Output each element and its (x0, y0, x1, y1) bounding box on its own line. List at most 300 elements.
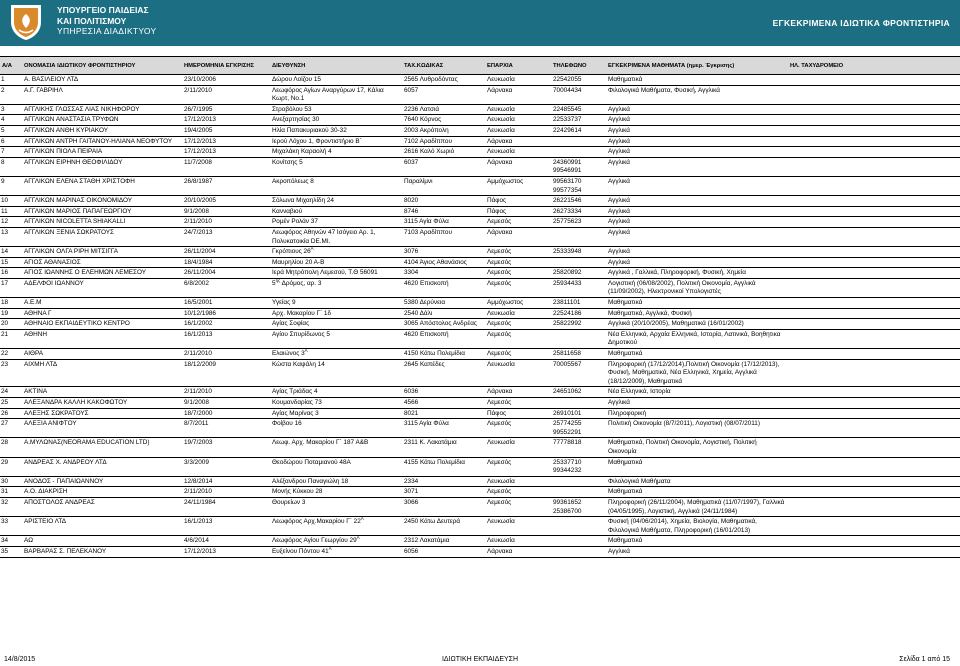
col-header-phone: ΤΗΛΕΦΩΝΟ (551, 57, 606, 75)
cell-postal: 3076 (402, 247, 485, 258)
address-text: Ανεξαρτησίας 30 (272, 116, 320, 124)
table-row (0, 329, 960, 348)
cell-email (788, 398, 960, 409)
address-superscript: Α (328, 546, 332, 551)
cell-email (788, 457, 960, 476)
cell-postal: Παραλίμνι (402, 176, 485, 195)
cell-name: Α.Ο. ΔΙΑΚΡΙΣΗ (22, 487, 182, 498)
cell-subjects: Αγγλικά (606, 176, 788, 195)
cell-postal: 6056 (402, 546, 485, 557)
col-header-date: ΗΜΕΡΟΜΗΝΙΑ ΕΓΚΡΙΣΗΣ (182, 57, 270, 75)
cell-date: 2/11/2010 (182, 217, 270, 228)
cell-subjects: Αγγλικά (606, 227, 788, 246)
cell-district: Λεμεσός (485, 457, 551, 476)
cell-subjects: Αγγλικά (606, 247, 788, 258)
cell-subjects: Μαθηματικά (606, 349, 788, 360)
cell-subjects: Μαθηματικά, Αγγλικά, Φυσική (606, 308, 788, 319)
cell-name: ΑΓΙΟΣ ΙΩΑΝΝΗΣ Ο ΕΛΕΗΜΩΝ ΛΕΜΕΣΟΥ (22, 268, 182, 279)
table-row (0, 196, 960, 207)
cell-postal: 2450 Κάτω Δευτερά (402, 517, 485, 536)
cell-subjects: Πολιτική Οικονομία (8/7/2011), Λογιστική (08/07/2011) (606, 419, 788, 438)
cell-email (788, 387, 960, 398)
address-text: Κονίτσης 5 (272, 158, 303, 166)
cell-subjects: Φιλολογικά Μαθήματα, Φυσική, Αγγλικά (606, 85, 788, 104)
cell-name: ΑΘΗΝΑΙΟ ΕΚΠΑΙΔΕΥΤΙΚΟ ΚΕΝΤΡΟ (22, 319, 182, 330)
cell-address (270, 398, 402, 409)
cell-aa: 21 (0, 329, 22, 348)
cell-name: ΑΛΕΞΙΑ ΑΝΙΦΤΟΥ (22, 419, 182, 438)
cell-subjects: Μαθηματικά (606, 457, 788, 476)
cell-subjects: Αγγλικά (606, 136, 788, 147)
cell-name: ΑΓΓΛΙΚΩΝ ΕΛΕΝΑ ΣΤΑΘΗ ΧΡΙΣΤΟΦΗ (22, 176, 182, 195)
cell-postal: 4104 Άγιος Αθανάσιος (402, 257, 485, 268)
cell-subjects: Φυσική (04/06/2014), Χημεία, Βιολογία, Μαθηματικά, Φιλολογικά Μαθήματα, Πληροφορική (16/01/2013) (606, 517, 788, 536)
cell-date: 17/12/2013 (182, 147, 270, 158)
cell-name: ΑΙΧΜΗ ΛΤΔ (22, 359, 182, 387)
cell-aa: 27 (0, 419, 22, 438)
cell-postal: 4150 Κάτω Πολεμίδια (402, 349, 485, 360)
cell-phone: 26221546 (551, 196, 606, 207)
address-text: Λεωφόρος Αρχ.Μακαρίου Γ΄ 22 (272, 518, 361, 526)
cell-address (270, 75, 402, 86)
cell-aa: 3 (0, 104, 22, 115)
address-text: Λεωφ. Αρχ. Μακαρίου Γ΄ 187 Α&Β (272, 439, 369, 447)
table-row (0, 308, 960, 319)
address-text: Σόλωνα Μιχαηλίδη 24 (272, 197, 334, 205)
cell-name: ΑΓΓΛΙΚΩΝ ΟΛΓΑ ΡΙΡΗ ΜΙΤΣΙΓΓΑ (22, 247, 182, 258)
cell-name: ΑΓΙΟΣ ΑΘΑΝΑΣΙΟΣ (22, 257, 182, 268)
cell-subjects: Αγγλικά (606, 206, 788, 217)
cell-phone: 99361652 25386700 (551, 497, 606, 516)
cell-postal: 3065 Απόστολος Ανδρέας (402, 319, 485, 330)
ministry-brand (57, 5, 157, 37)
cell-postal: 2616 Καλό Χωριό (402, 147, 485, 158)
brand-line-1: ΥΠΟΥΡΓΕΙΟ ΠΑΙΔΕΙΑΣ (57, 5, 149, 15)
cell-email (788, 278, 960, 297)
cell-aa: 26 (0, 408, 22, 419)
cell-name: ΑΚΤΙΝΑ (22, 387, 182, 398)
table-row (0, 217, 960, 228)
cell-name: ΑΓΓΛΙΚΩΝ ΑΝΘΗ ΚΥΡΙΑΚΟΥ (22, 125, 182, 136)
cell-phone (551, 476, 606, 487)
cell-subjects: Νέα Ελληνικά, Αρχαία Ελληνικά, Ιστορία, Λατινικά, Βοηθητικα Δημοτικού (606, 329, 788, 348)
cell-district: Αμμόχωστος (485, 176, 551, 195)
cell-address (270, 517, 402, 536)
cell-postal: 6037 (402, 157, 485, 176)
address-text: Λεωφόρος Αγίου Γεωργίου 29 (272, 537, 357, 545)
col-header-district: ΕΠΑΡΧΙΑ (485, 57, 551, 75)
cell-aa: 11 (0, 206, 22, 217)
cell-district: Λεμεσός (485, 278, 551, 297)
cell-email (788, 419, 960, 438)
cell-date: 4/6/2014 (182, 536, 270, 547)
cell-postal: 4620 Επισκοπή (402, 278, 485, 297)
cell-phone: 25811658 (551, 349, 606, 360)
cell-postal: 6057 (402, 85, 485, 104)
table-row (0, 536, 960, 547)
cell-date: 9/1/2008 (182, 206, 270, 217)
cell-phone: 99563170 99577354 (551, 176, 606, 195)
cell-district: Πάφος (485, 196, 551, 207)
cell-phone (551, 227, 606, 246)
cell-postal: 3115 Αγία Φύλα (402, 217, 485, 228)
cell-aa: 22 (0, 349, 22, 360)
cell-subjects: Αγγλικά (606, 157, 788, 176)
cell-name: ΑΓΓΛΙΚΩΝ ΑΝΤΡΗ ΓΑΙΤΑΝΟΥ-ΗΛΙΑΝΑ ΝΕΟΦΥΤΟΥ (22, 136, 182, 147)
cell-district: Λεμεσός (485, 247, 551, 258)
table-row (0, 298, 960, 309)
cell-address (270, 104, 402, 115)
tutoring-centres-table (0, 56, 960, 558)
address-text: Κανναβιού (272, 207, 303, 215)
cell-postal: 2540 Δάλι (402, 308, 485, 319)
cell-aa: 24 (0, 387, 22, 398)
cell-email (788, 85, 960, 104)
cell-email (788, 104, 960, 115)
table-row (0, 546, 960, 557)
address-text: Λεωφόρος Αθηνών 47 Ισόγειο Αρ. 1, Πολυκατοικία DE.MI. (272, 228, 376, 245)
cell-email (788, 476, 960, 487)
cell-district: Λάρνακα (485, 227, 551, 246)
address-superscript: Α (304, 348, 308, 353)
cell-postal: 4620 Επισκοπή (402, 329, 485, 348)
cell-name: ΑΓΓΛΙΚΗΣ ΓΛΩΣΣΑΣ ΛΙΑΣ ΝΙΚΗΦΟΡΟΥ (22, 104, 182, 115)
cell-phone: 25333948 (551, 247, 606, 258)
cell-aa: 29 (0, 457, 22, 476)
cell-postal: 2334 (402, 476, 485, 487)
cell-district: Λευκωσία (485, 517, 551, 536)
cell-address (270, 408, 402, 419)
cell-phone: 22524186 (551, 308, 606, 319)
table-row (0, 457, 960, 476)
cell-address (270, 438, 402, 457)
cell-date: 10/12/1986 (182, 308, 270, 319)
cell-aa: 12 (0, 217, 22, 228)
cell-phone: 70004434 (551, 85, 606, 104)
cell-address (270, 419, 402, 438)
cell-phone: 22542055 (551, 75, 606, 86)
cell-name: ΑΘΗΝΗ (22, 329, 182, 348)
cell-date: 19/7/2003 (182, 438, 270, 457)
address-superscript: Α (356, 535, 360, 541)
address-text-rest: Δρόμος, αρ. 3 (280, 279, 322, 287)
cell-district: Λεμεσός (485, 497, 551, 516)
cell-phone (551, 136, 606, 147)
table-row (0, 176, 960, 195)
cell-district: Λευκωσία (485, 147, 551, 158)
cell-email (788, 227, 960, 246)
col-header-address: ΔΙΕΥΘΥΝΣΗ (270, 57, 402, 75)
cell-aa: 25 (0, 398, 22, 409)
cell-address (270, 257, 402, 268)
cell-district: Λεμεσός (485, 329, 551, 348)
cell-postal: 2003 Ακρόπολη (402, 125, 485, 136)
cell-email (788, 115, 960, 126)
cell-address (270, 487, 402, 498)
cell-postal: 2565 Λυθροδόντας (402, 75, 485, 86)
cell-date: 16/1/2002 (182, 319, 270, 330)
cell-district: Λεμεσός (485, 419, 551, 438)
page-title: ΕΓΚΕΚΡΙΜΕΝΑ ΙΔΙΩΤΙΚΑ ΦΡΟΝΤΙΣΤΗΡΙΑ (772, 18, 950, 28)
cell-date: 17/12/2013 (182, 546, 270, 557)
cell-aa: 20 (0, 319, 22, 330)
cell-name: ΑΓΓΛΙΚΩΝ ΜΑΡΙΟΣ ΠΑΠΑΓΕΩΡΓΙΟΥ (22, 206, 182, 217)
cell-address (270, 136, 402, 147)
cell-date: 17/12/2013 (182, 115, 270, 126)
cell-aa: 32 (0, 497, 22, 516)
cell-date: 3/3/2009 (182, 457, 270, 476)
cell-address (270, 457, 402, 476)
cell-email (788, 196, 960, 207)
cell-name: ΑΘΗΝΑ Γ (22, 308, 182, 319)
cell-aa: 5 (0, 125, 22, 136)
footer-page-number: Σελίδα 1 από 15 (899, 656, 950, 663)
cell-subjects: Μαθηματικά (606, 298, 788, 309)
cell-email (788, 438, 960, 457)
cell-email (788, 308, 960, 319)
cell-aa: 13 (0, 227, 22, 246)
cell-phone (551, 257, 606, 268)
brand-line-2: ΚΑΙ ΠΟΛΙΤΙΣΜΟΥ (57, 15, 127, 26)
cell-email (788, 75, 960, 86)
cell-date: 8/7/2011 (182, 419, 270, 438)
table-row (0, 419, 960, 438)
table-row (0, 398, 960, 409)
cell-aa: 15 (0, 257, 22, 268)
cell-postal: 3115 Αγία Φύλα (402, 419, 485, 438)
cell-email (788, 546, 960, 557)
cell-name: Α.Ε.Μ (22, 298, 182, 309)
cell-phone: 22429614 (551, 125, 606, 136)
cell-aa: 14 (0, 247, 22, 258)
cell-address (270, 278, 402, 297)
cell-date: 2/11/2010 (182, 487, 270, 498)
cell-date: 26/8/1987 (182, 176, 270, 195)
cell-district: Πάφος (485, 206, 551, 217)
cell-email (788, 147, 960, 158)
cell-address (270, 308, 402, 319)
footer-date: 14/8/2015 (4, 656, 36, 663)
cell-subjects: Λογιστική (06/08/2002), Πολιτική Οικονομία, Αγγλικά (11/09/2002), Ηλεκτρονικοί Υπολογιστές (606, 278, 788, 297)
cell-phone: 22485545 (551, 104, 606, 115)
address-text: Λεωφόρος Αγίων Αναργύρων 17, Κάλια Κωρτ, Νο.1 (272, 86, 384, 103)
address-text: Μονής Κύκκου 28 (272, 488, 323, 496)
cell-email (788, 268, 960, 279)
table-row (0, 75, 960, 86)
cell-phone: 26910101 (551, 408, 606, 419)
table-row (0, 115, 960, 126)
cell-phone: 25820892 (551, 268, 606, 279)
cell-name: ΑΓΓΛΙΚΩΝ ΕΙΡΗΝΗ ΘΕΟΦΙΛΙΔΟΥ (22, 157, 182, 176)
col-header-email: ΗΛ. ΤΑΧΥΔΡΟΜΕΙΟ (788, 57, 960, 75)
cell-aa: 4 (0, 115, 22, 126)
cell-district: Λεμεσός (485, 257, 551, 268)
cell-date: 2/11/2010 (182, 349, 270, 360)
address-text: Ακροπόλεως 8 (272, 177, 314, 185)
address-superscript: Α (360, 516, 364, 521)
cell-district: Λεμεσός (485, 268, 551, 279)
cell-date: 23/10/2006 (182, 75, 270, 86)
cell-district: Λευκωσία (485, 359, 551, 387)
cell-name: Α. ΒΑΣΙΛΕΙΟΥ ΛΤΔ (22, 75, 182, 86)
cell-name: ΑΝΟΔΟΣ - ΠΑΠΑΙΩΑΝΝΟΥ (22, 476, 182, 487)
cell-aa: 31 (0, 487, 22, 498)
cell-aa: 23 (0, 359, 22, 387)
address-text: Ευξείνου Πόντου 41 (272, 547, 329, 555)
table-row (0, 278, 960, 297)
cell-date: 18/4/1984 (182, 257, 270, 268)
address-text: Αγίου Σπυρίδωνος 5 (272, 330, 330, 338)
address-text: Γκρόπιους 26 (272, 248, 311, 256)
cell-address (270, 387, 402, 398)
cyprus-coat-of-arms-icon (7, 2, 45, 42)
cell-phone (551, 487, 606, 498)
cell-name: ΑΛΕΞΗΣ ΣΩΚΡΑΤΟΥΣ (22, 408, 182, 419)
cell-date: 9/1/2008 (182, 398, 270, 409)
cell-date: 16/1/2013 (182, 329, 270, 348)
address-text: Αρχ. Μακαρίου Γ΄ 1δ (272, 309, 332, 317)
table-row (0, 487, 960, 498)
cell-address (270, 546, 402, 557)
cell-name: ΑΓΓΛΙΚΩΝ ΠΙΟΛΑ ΠΕΙΡΑΙΑ (22, 147, 182, 158)
cell-date: 26/11/2004 (182, 247, 270, 258)
cell-postal: 3066 (402, 497, 485, 516)
table-row (0, 349, 960, 360)
address-text: Αγίας Σοφίας (272, 320, 310, 328)
cell-name: ΑΡΙΣΤΕΙΟ ΛΤΔ (22, 517, 182, 536)
table-row (0, 136, 960, 147)
header-banner (0, 0, 960, 46)
cell-phone (551, 536, 606, 547)
cell-subjects: Αγγλικά (20/10/2005), Μαθηματικά (16/01/2002) (606, 319, 788, 330)
cell-address (270, 176, 402, 195)
cell-subjects: Αγγλικά (606, 398, 788, 409)
cell-phone: 23811101 (551, 298, 606, 309)
cell-aa: 30 (0, 476, 22, 487)
cell-phone: 25822992 (551, 319, 606, 330)
cell-district: Λευκωσία (485, 438, 551, 457)
cell-aa: 33 (0, 517, 22, 536)
address-text: Κουμανδαρίας 73 (272, 399, 322, 406)
cell-district: Λεμεσός (485, 217, 551, 228)
cell-name: Α.Γ. ΓΑΒΡΙΗΛ (22, 85, 182, 104)
table-row (0, 85, 960, 104)
address-text: Φοίβου 16 (272, 420, 302, 428)
cell-email (788, 329, 960, 348)
cell-date: 20/10/2005 (182, 196, 270, 207)
cell-address (270, 125, 402, 136)
cell-address (270, 329, 402, 348)
cell-date: 26/7/1995 (182, 104, 270, 115)
cell-subjects: Αγγλικά (606, 147, 788, 158)
cell-email (788, 136, 960, 147)
cell-aa: 17 (0, 278, 22, 297)
table-row (0, 206, 960, 217)
cell-district: Λεμεσός (485, 487, 551, 498)
cell-name: ΑΙΘΡΑ (22, 349, 182, 360)
cell-phone: 25337710 99344232 (551, 457, 606, 476)
cell-subjects: Φιλολογικά Μαθήματα (606, 476, 788, 487)
cell-district: Λευκωσία (485, 308, 551, 319)
cell-email (788, 217, 960, 228)
cell-postal: 2645 Καπέδες (402, 359, 485, 387)
cell-postal: 2236 Λατσιά (402, 104, 485, 115)
cell-date: 24/11/1984 (182, 497, 270, 516)
footer-center: ΙΔΙΩΤΙΚΗ ΕΚΠΑΙΔΕΥΣΗ (441, 656, 519, 663)
address-text: Ηλία Παπακυριακού 30-32 (272, 126, 347, 134)
cell-email (788, 176, 960, 195)
cell-subjects: Αγγλικά (606, 546, 788, 557)
cell-date: 26/11/2004 (182, 268, 270, 279)
address-text: Υγείας 9 (272, 299, 296, 307)
cell-subjects: Αγγλικά , Γαλλικά, Πληροφορική, Φυσική, Χημεία (606, 268, 788, 279)
cell-date: 6/8/2002 (182, 278, 270, 297)
cell-email (788, 206, 960, 217)
address-text: 5 (272, 279, 276, 287)
cell-address (270, 319, 402, 330)
cell-district: Λευκωσία (485, 125, 551, 136)
cell-aa: 2 (0, 85, 22, 104)
cell-address (270, 349, 402, 360)
cell-name: ΑΛΕΞΑΝΔΡΑ ΚΑΛΛΗ ΚΑΚΟΦΩΤΟΥ (22, 398, 182, 409)
cell-district: Λάρνακα (485, 136, 551, 147)
cell-aa: 10 (0, 196, 22, 207)
cell-date: 2/11/2010 (182, 85, 270, 104)
cell-date: 16/1/2013 (182, 517, 270, 536)
cell-phone: 25934433 (551, 278, 606, 297)
col-header-postal: ΤΑΧ.ΚΩΔΙΚΑΣ (402, 57, 485, 75)
cell-subjects: Αγγλικά (606, 104, 788, 115)
cell-phone (551, 398, 606, 409)
cell-name: ΑΓΓΛΙΚΩΝ ΑΝΑΣΤΑΣΙΑ ΤΡΥΦΩΝ (22, 115, 182, 126)
cell-phone: 25775623 (551, 217, 606, 228)
address-text: Στροβόλου 53 (272, 105, 312, 113)
cell-name: ΑΝΔΡΕΑΣ Χ. ΑΝΔΡΕΟΥ ΛΤΔ (22, 457, 182, 476)
cell-address (270, 147, 402, 158)
address-superscript: Α (310, 246, 314, 251)
cell-address (270, 247, 402, 258)
cell-subjects: Πληροφορική (606, 408, 788, 419)
cell-subjects: Πληροφορική (26/11/2004), Μαθηματικά (11/07/1997), Γαλλικά (04/05/1995), Λογιστική, Αγγλικά (24/11/1984) (606, 497, 788, 516)
cell-phone: 77778818 (551, 438, 606, 457)
address-text: Ιερά Μητρόπολη Λεμεσού, Τ.Θ 56091 (272, 269, 378, 277)
cell-subjects: Αγγλικά (606, 115, 788, 126)
table-row (0, 227, 960, 246)
cell-address (270, 217, 402, 228)
cell-phone (551, 147, 606, 158)
cell-name: ΑΔΕΛΦΟΙ ΙΩΑΝΝΟΥ (22, 278, 182, 297)
table-row (0, 387, 960, 398)
cell-email (788, 359, 960, 387)
cell-phone (551, 517, 606, 536)
cell-phone: 24360991 99546991 (551, 157, 606, 176)
cell-address (270, 268, 402, 279)
cell-name: ΒΑΡΒΑΡΑΣ Σ. ΠΕΛΕΚΑΝΟΥ (22, 546, 182, 557)
cell-date: 16/5/2001 (182, 298, 270, 309)
cell-postal: 8020 (402, 196, 485, 207)
table-row (0, 476, 960, 487)
cell-address (270, 536, 402, 547)
table-row (0, 104, 960, 115)
cell-email (788, 517, 960, 536)
cell-address (270, 359, 402, 387)
cell-district: Λευκωσία (485, 104, 551, 115)
address-text: Θουρείων 3 (272, 498, 306, 506)
cell-email (788, 257, 960, 268)
cell-email (788, 487, 960, 498)
table-row (0, 257, 960, 268)
col-header-aa: Α/Α (0, 57, 22, 75)
